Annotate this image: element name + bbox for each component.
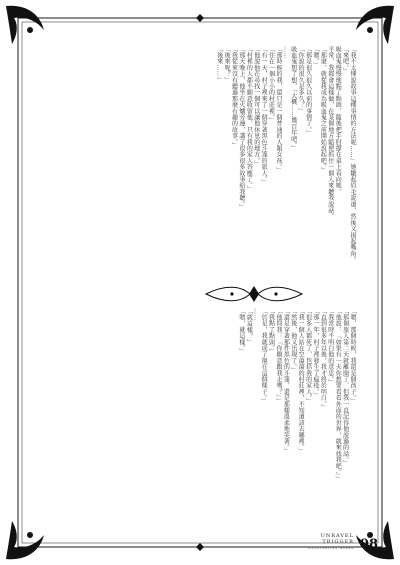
corner-ornament-top-left-icon [6, 6, 44, 44]
page-footer [308, 533, 378, 551]
page-number: 08 [359, 537, 378, 552]
flourish-divider-icon [204, 283, 304, 305]
brand-logo [308, 533, 354, 551]
corner-ornament-top-right-icon [356, 6, 394, 44]
brand-line-2: TRIGGER [322, 539, 354, 545]
text-body [54, 40, 354, 520]
lower-text-block: 「嗯，那個時候，我還是個孩子。」 「那個旅人第二天就離開了，但我一直記得他說過的話。」 「他說：『如果有一天你想要看看外面的世界，就來找我吧。』」 「我當時不明白他的意思。」 「直到很多年以後，我才終於明白。」 「那一年，村子裡發生了瘟疫。」 「很多人都死了，包括我的家人。」 「我一個人站在空蕩蕩的村莊裡，不知道該去哪裡。」 「然後，他又出現了。」 「還是穿著那件黑色的斗篷，還是那樣溫柔地笑著。」 「他問我：『你願意跟我走嗎？』」 「我點了點頭。」 「於是，我就成了現在這個樣子。」 …… 「就這樣？」 「嗯，就這樣。」 [237, 308, 356, 482]
brand-subtitle: ILLUSTRATION WORKS [307, 546, 354, 550]
corner-ornament-bottom-left-icon [6, 521, 44, 559]
upper-text-block: 「我不太懂說故事這種事情的方法呢……」她皺起眉毛說道，然後又揚起嘴角。 「來吧。」 吸血鬼慢慢地點了點頭，隨後把手肘撐在桌上看向她。 平常，我都會這樣做，在某個地方隨便抓住一個人來聽我說話。 「那麼，就從我成為吸血鬼之前開始說起吧。」 「嗯。」 「那是很久很久以前的事情了。」 「你說的很久是多久？」 吸血鬼想了想，「大概……幾百年吧。」 …… 「那時候的我，還只是一個普通的人類女孩。」 「住在一個小小的村莊裡。」 「有一天，村子裡來了一個穿著黑色斗篷的旅人。」 「他說他在尋找一個可以讓他休息的地方。」 「村裡的人都不願意收留他，只有我的家人答應了。」 「那天晚上，他坐在火爐旁邊，講了很多很多故事給我聽。」 「我從來沒有聽過那麼有趣的故事。」 「後來呢？」 「後來……」 [215, 46, 356, 263]
brand-line-1: UNRAVEL [320, 533, 354, 539]
